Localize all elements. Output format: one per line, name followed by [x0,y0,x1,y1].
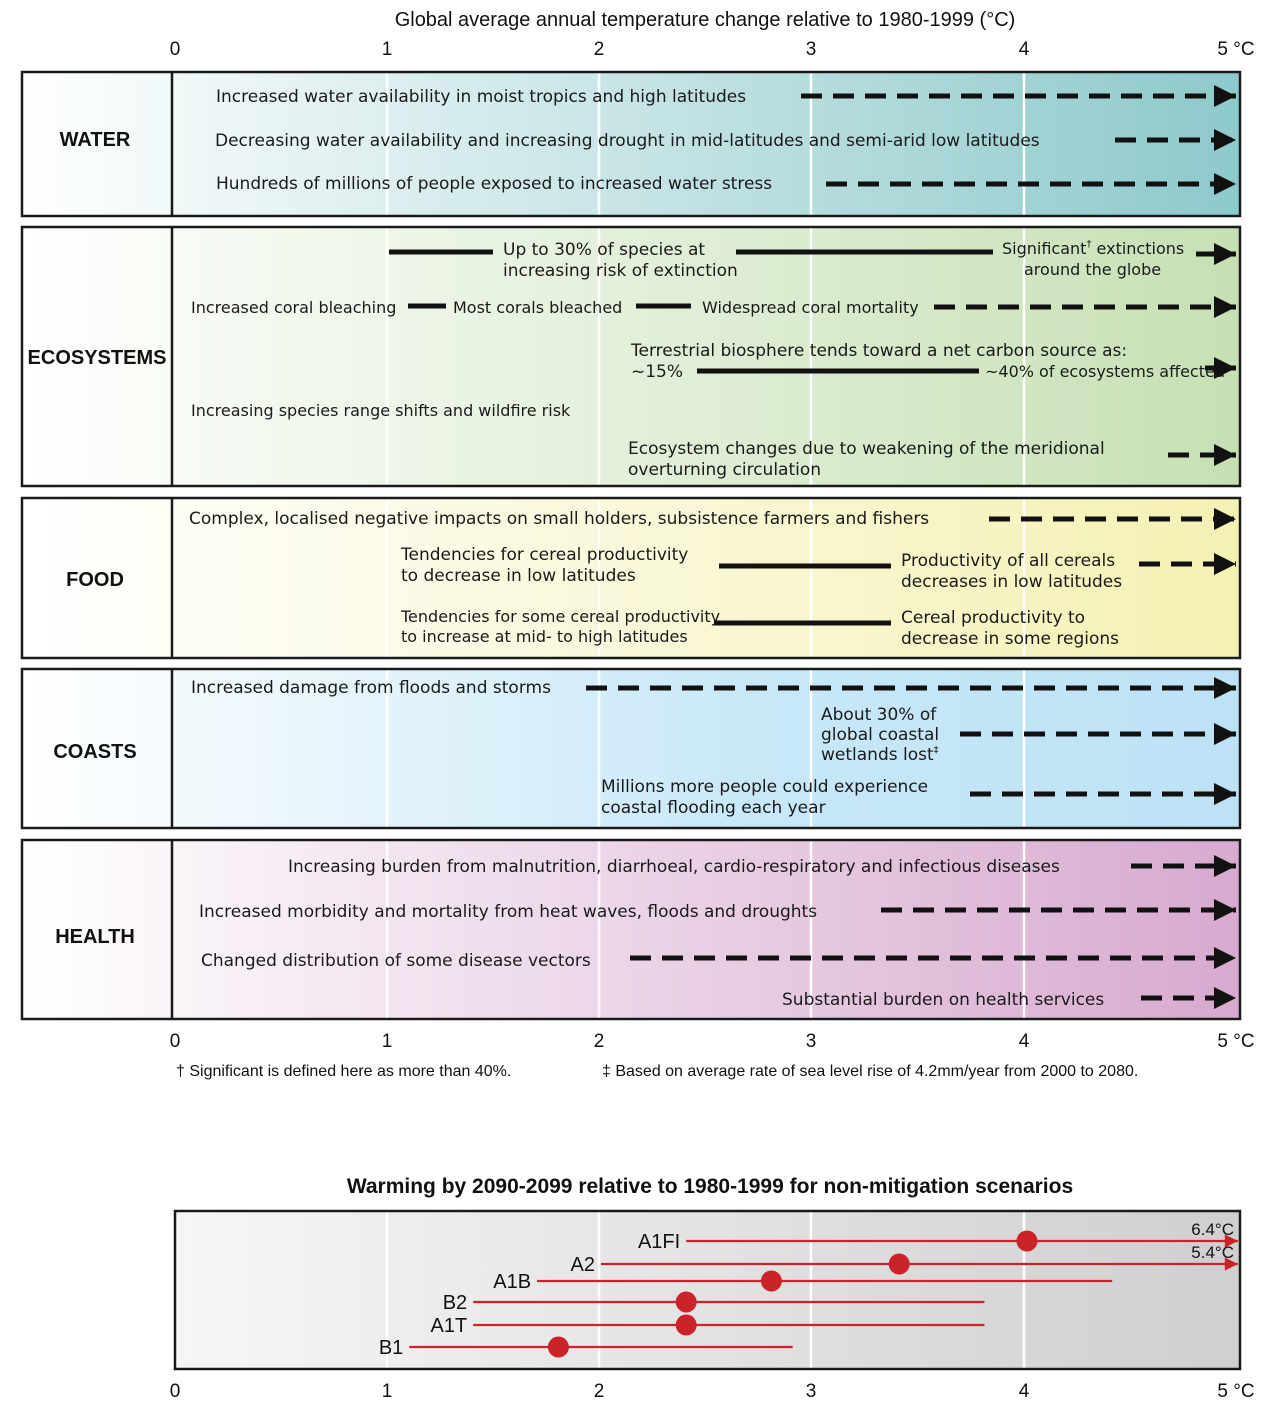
species-line-2: increasing risk of extinction [503,261,738,281]
scenario-tick-0: 0 [169,1381,181,1402]
food-complex-label: Complex, localised negative impacts on small holders, subsistence farmers and fishers [189,509,930,529]
health-item-2: Increased morbidity and mortality from heat waves, floods and droughts [199,902,818,922]
scenario-tick-1: 1 [381,1381,393,1402]
coral-bleaching-label: Increased coral bleaching [191,298,397,317]
terrestrial-start: ~15% [631,362,684,382]
top-tick-4: 4 [1018,39,1030,60]
millions-line-2: coastal flooding each year [601,798,826,818]
scenario-high-label-a2: 5.4°C [1191,1243,1234,1262]
extinction-line-1: Significant† extinctions [1002,239,1185,258]
moc-line-1: Ecosystem changes due to weakening of the meridional [628,439,1105,459]
mid-tick-3: 3 [805,1031,817,1052]
category-coasts: COASTS [53,741,137,763]
mid-ticks [170,1031,1255,1052]
millions-line-1: Millions more people could experience [601,777,929,797]
scenario-tick-5: 5 °C [1217,1381,1255,1402]
category-health: HEALTH [55,926,135,948]
wetlands-line-1: About 30% of [821,705,937,725]
mid-tick-5: 5 °C [1217,1031,1255,1052]
mid-tick-4: 4 [1018,1031,1030,1052]
health-item-1: Increasing burden from malnutrition, diarrhoeal, cardio-respiratory and infectious diseases [288,857,1060,877]
mid-tick-1: 1 [381,1031,393,1052]
scenario-high-label-a1fi: 6.4°C [1191,1220,1234,1239]
cereal-decrease-line-1: Tendencies for cereal productivity [401,545,689,565]
category-ecosystems: ECOSYSTEMS [27,347,167,369]
scenario-best-a1b [761,1271,782,1292]
coral-bleached-label: Most corals bleached [453,298,623,317]
mid-tick-2: 2 [593,1031,605,1052]
scenario-tick-2: 2 [593,1381,605,1402]
cereal-increase-line-1: Tendencies for some cereal productivity [401,607,721,626]
terrestrial-end: ~40% of ecosystems affected [985,362,1225,381]
scenario-tick-3: 3 [805,1381,817,1402]
health-item-4: Substantial burden on health services [782,990,1105,1010]
footnote-dagger: † Significant is defined here as more than 40%. [176,1063,512,1080]
coral-mortality-label: Widespread coral mortality [702,298,919,317]
terrestrial-line-1: Terrestrial biosphere tends toward a net carbon source as: [631,341,1128,361]
range-shift-label: Increasing species range shifts and wildfire risk [191,401,571,420]
scenario-label-b1: B1 [378,1337,404,1359]
scenario-best-b2 [676,1292,697,1313]
top-tick-0: 0 [169,39,181,60]
scenario-plot-bg [175,1211,1240,1369]
all-cereals-line-2: decreases in low latitudes [901,572,1123,592]
scenario-label-b2: B2 [442,1292,468,1314]
moc-line-2: overturning circulation [628,460,822,480]
category-water: WATER [59,129,131,151]
scenario-label-a1t: A1T [430,1315,468,1337]
scenario-label-a1b: A1B [493,1271,532,1293]
scenario-chart-title: Warming by 2090-2099 relative to 1980-1999 for non-mitigation scenarios [346,1175,1074,1198]
water-item-2: Decreasing water availability and increasing drought in mid-latitudes and semi-arid low latitudes [215,131,1040,151]
cereal-regions-line-1: Cereal productivity to [901,608,1086,628]
coasts-floods-label: Increased damage from floods and storms [191,678,551,698]
cereal-increase-line-2: to increase at mid- to high latitudes [401,627,688,646]
all-cereals-line-1: Productivity of all cereals [901,551,1116,571]
top-ticks [170,39,1255,60]
scenario-tick-4: 4 [1018,1381,1030,1402]
wetlands-line-2: global coastal [821,725,940,745]
category-food: FOOD [66,569,124,591]
scenario-best-a1fi [1017,1231,1038,1252]
scenario-best-b1 [548,1337,569,1358]
top-tick-3: 3 [805,39,817,60]
mid-tick-0: 0 [169,1031,181,1052]
top-tick-2: 2 [593,39,605,60]
top-tick-1: 1 [381,39,393,60]
top-tick-5: 5 °C [1217,39,1255,60]
scenario-best-a1t [676,1315,697,1336]
wetlands-line-3: wetlands lost‡ [821,745,939,765]
scenario-label-a2: A2 [570,1254,595,1276]
scenario-ticks [170,1381,1255,1402]
scenario-best-a2 [889,1254,910,1275]
cereal-regions-line-2: decrease in some regions [901,629,1120,649]
extinction-line-2: around the globe [1024,260,1162,279]
scenario-label-a1fi: A1FI [637,1231,681,1253]
water-item-3: Hundreds of millions of people exposed to increased water stress [216,174,773,194]
footnote-double-dagger: ‡ Based on average rate of sea level rise of 4.2mm/year from 2000 to 2080. [602,1063,1139,1080]
top-axis-title: Global average annual temperature change relative to 1980-1999 (°C) [394,9,1016,31]
cereal-decrease-line-2: to decrease in low latitudes [401,566,636,586]
species-line-1: Up to 30% of species at [503,240,706,260]
water-item-1: Increased water availability in moist tropics and high latitudes [216,87,747,107]
health-item-3: Changed distribution of some disease vectors [201,951,591,971]
